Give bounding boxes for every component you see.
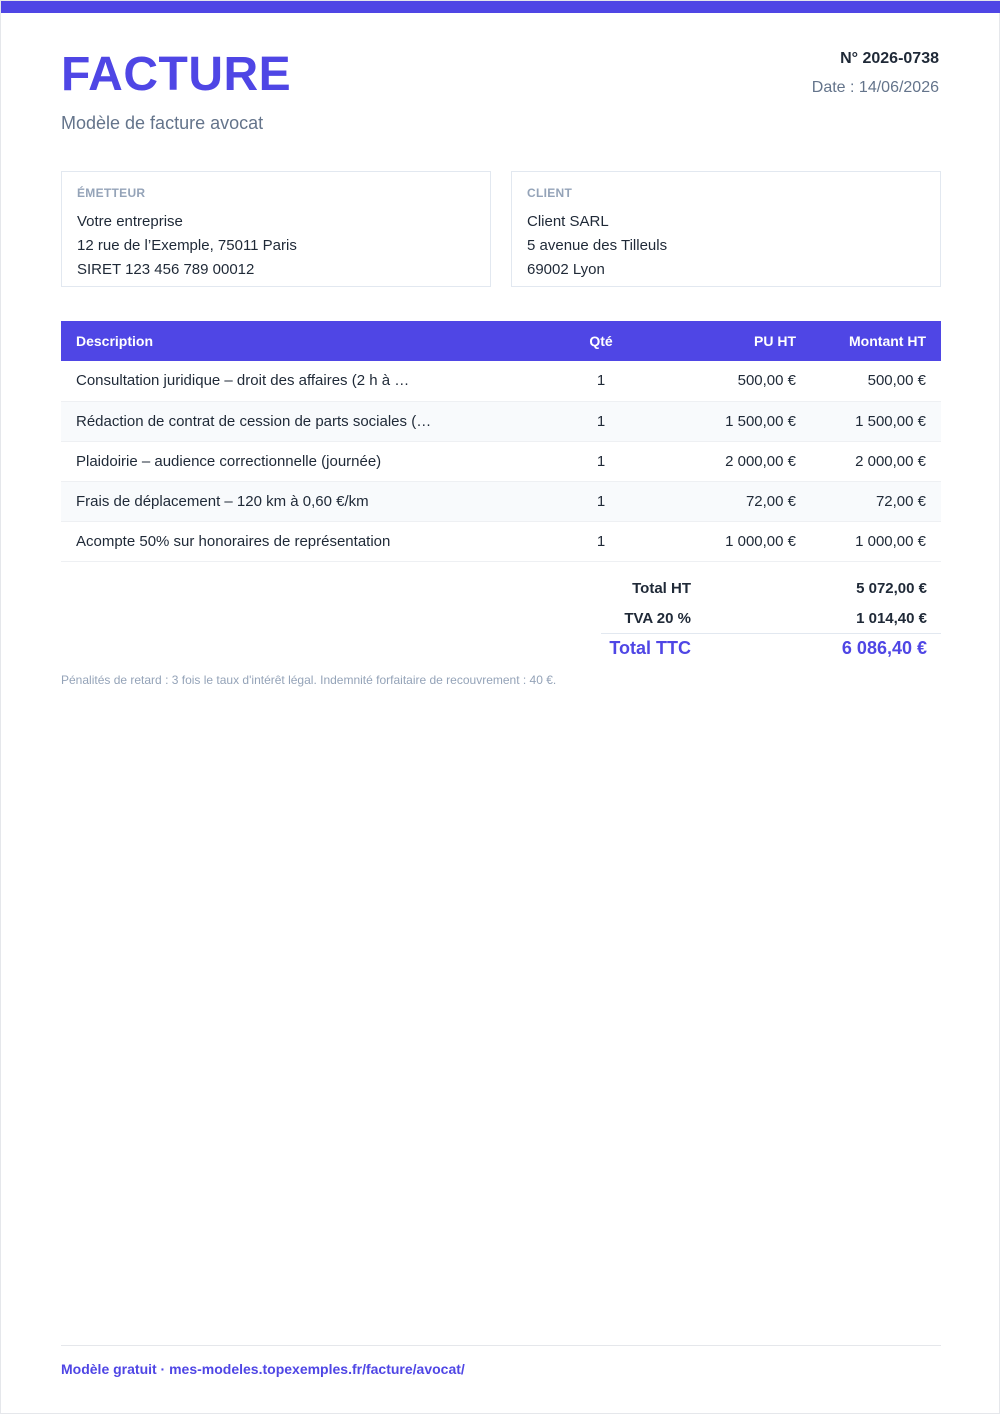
total-ttc-row <box>601 633 941 663</box>
client-box <box>511 171 941 287</box>
header-qty: Qté <box>531 321 671 361</box>
row-qty: 1 <box>531 521 671 561</box>
header-unit-price: PU HT <box>671 321 811 361</box>
emitter-line: SIRET 123 456 789 00012 <box>77 261 255 278</box>
invoice-title: FACTURE <box>61 48 292 101</box>
tva-value: 1 014,40 € <box>856 609 927 627</box>
row-amount: 1 000,00 € <box>811 521 941 561</box>
table-row <box>61 361 941 401</box>
total-ht-label: Total HT <box>632 579 691 597</box>
invoice-number: N° 2026-0738 <box>840 50 939 67</box>
tva-label: TVA 20 % <box>624 609 691 627</box>
total-ttc-value: 6 086,40 € <box>841 638 927 658</box>
total-ht-value: 5 072,00 € <box>856 579 927 597</box>
table-row <box>61 401 941 441</box>
table-row <box>61 521 941 561</box>
invoice-subtitle: Modèle de facture avocat <box>61 113 264 133</box>
row-unit-price: 1 500,00 € <box>671 401 811 441</box>
row-description: Acompte 50% sur honoraires de représentation <box>76 532 391 550</box>
header-amount: Montant HT <box>811 321 941 361</box>
row-amount: 1 500,00 € <box>811 401 941 441</box>
row-amount: 2 000,00 € <box>811 441 941 481</box>
invoice-date-label: Date : <box>811 79 859 96</box>
items-table <box>61 321 941 562</box>
client-line: 5 avenue des Tilleuls <box>527 237 668 254</box>
totals-block <box>601 573 941 663</box>
invoice-date <box>812 79 939 97</box>
late-payment-note: Pénalités de retard : 3 fois le taux d'intérêt légal. Indemnité forfaitaire de recouvrement : 40 €. <box>61 673 557 687</box>
footer-divider <box>61 1345 941 1346</box>
emitter-box <box>61 171 491 287</box>
row-qty: 1 <box>531 481 671 521</box>
total-ttc-label: Total TTC <box>609 638 691 658</box>
header-description: Description <box>61 321 531 361</box>
emitter-line: 12 rue de l’Exemple, 75011 Paris <box>77 237 297 254</box>
table-row <box>61 481 941 521</box>
table-row <box>61 441 941 481</box>
row-description: Plaidoirie – audience correctionnelle (journée) <box>76 452 382 470</box>
row-unit-price: 1 000,00 € <box>671 521 811 561</box>
row-qty: 1 <box>531 441 671 481</box>
emitter-label: ÉMETTEUR <box>77 186 146 200</box>
row-unit-price: 72,00 € <box>671 481 811 521</box>
emitter-line: Votre entreprise <box>77 213 183 230</box>
client-line: 69002 Lyon <box>527 261 605 278</box>
invoice-date-value: 14/06/2026 <box>858 79 939 96</box>
row-unit-price: 500,00 € <box>671 361 811 401</box>
row-description: Consultation juridique – droit des affaires (2 h à … <box>76 372 410 390</box>
total-ht-row <box>601 573 941 603</box>
tva-row <box>601 603 941 633</box>
row-qty: 1 <box>531 361 671 401</box>
row-description: Frais de déplacement – 120 km à 0,60 €/km <box>76 492 369 510</box>
row-amount: 500,00 € <box>811 361 941 401</box>
row-amount: 72,00 € <box>811 481 941 521</box>
footer-link[interactable]: Modèle gratuit · mes-modeles.topexemples.fr/facture/avocat/ <box>61 1361 465 1377</box>
client-line: Client SARL <box>527 213 609 230</box>
row-description: Rédaction de contrat de cession de parts sociales (… <box>76 412 432 430</box>
row-unit-price: 2 000,00 € <box>671 441 811 481</box>
client-label: CLIENT <box>527 186 573 200</box>
row-qty: 1 <box>531 401 671 441</box>
table-header-row <box>61 321 941 361</box>
accent-top-bar <box>1 1 1000 13</box>
